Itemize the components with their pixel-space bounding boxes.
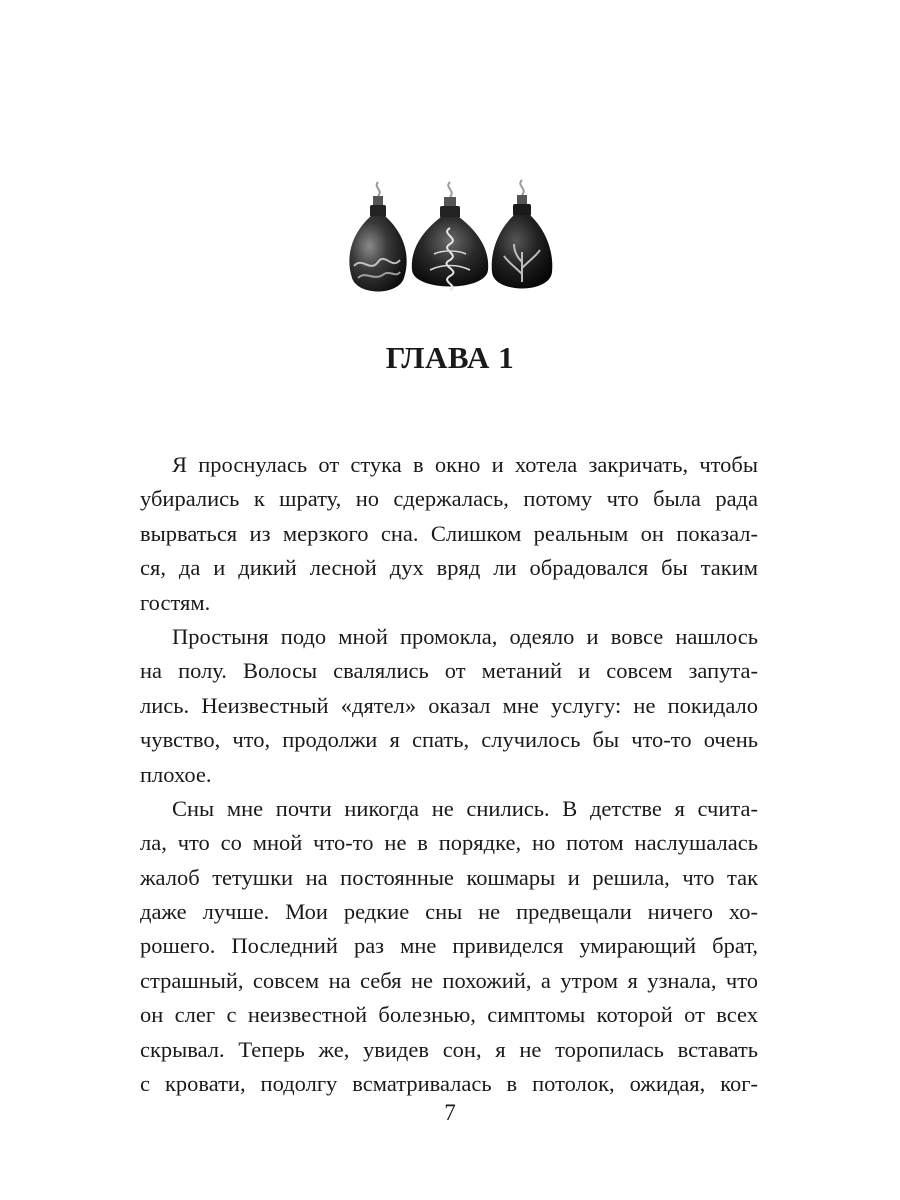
chapter-body <box>140 448 758 1101</box>
text-line: ся, да и дикий лесной дух вряд ли обрадовался бы таким <box>140 555 758 581</box>
text-line: Сны мне почти никогда не снились. В детстве я счита- <box>172 795 758 821</box>
page-number: 7 <box>444 1100 456 1125</box>
right-potion-bottle-icon <box>492 180 553 289</box>
text-line: на полу. Волосы свалялись от метаний и совсем запута- <box>140 658 758 684</box>
text-line: чувство, что, продолжи я спать, случилось бы что-то очень <box>140 727 758 753</box>
text-line: с кровати, подолгу всматривалась в потолок, ожидая, ког- <box>140 1071 758 1097</box>
three-potion-bottles-icon <box>340 178 560 303</box>
text-line: Простыня подо мной промокла, одеяло и вовсе нашлось <box>172 623 758 649</box>
text-line: убирались к шрату, но сдержалась, потому что была рада <box>140 486 758 512</box>
text-line: скрывал. Теперь же, увидев сон, я не торопилась вставать <box>140 1036 758 1062</box>
text-line: Я проснулась от стука в окно и хотела закричать, чтобы <box>172 452 758 477</box>
text-line: он слег с неизвестной болезнью, симптомы которой от всех <box>140 1002 758 1028</box>
text-line: лись. Неизвестный «дятел» оказал мне услугу: не покидало <box>140 692 758 718</box>
chapter-title: ГЛАВА 1 <box>385 340 515 375</box>
text-line: ла, что со мной что-то не в порядке, но потом наслушалась <box>140 830 758 856</box>
text-line: вырваться из мерзкого сна. Слишком реальным он показал- <box>140 520 758 546</box>
middle-potion-bottle-icon <box>412 182 488 290</box>
text-line: жалоб тетушки на постоянные кошмары и решила, что так <box>140 864 758 890</box>
text-line: рошего. Последний раз мне привиделся умирающий брат, <box>140 933 758 959</box>
text-line: страшный, совсем на себя не похожий, а утром я узнала, что <box>140 967 758 993</box>
text-line: гостям. <box>140 589 211 615</box>
text-line: даже лучше. Мои редкие сны не предвещали ничего хо- <box>140 899 758 925</box>
text-line: плохое. <box>140 761 212 787</box>
left-potion-bottle-icon <box>349 182 406 292</box>
